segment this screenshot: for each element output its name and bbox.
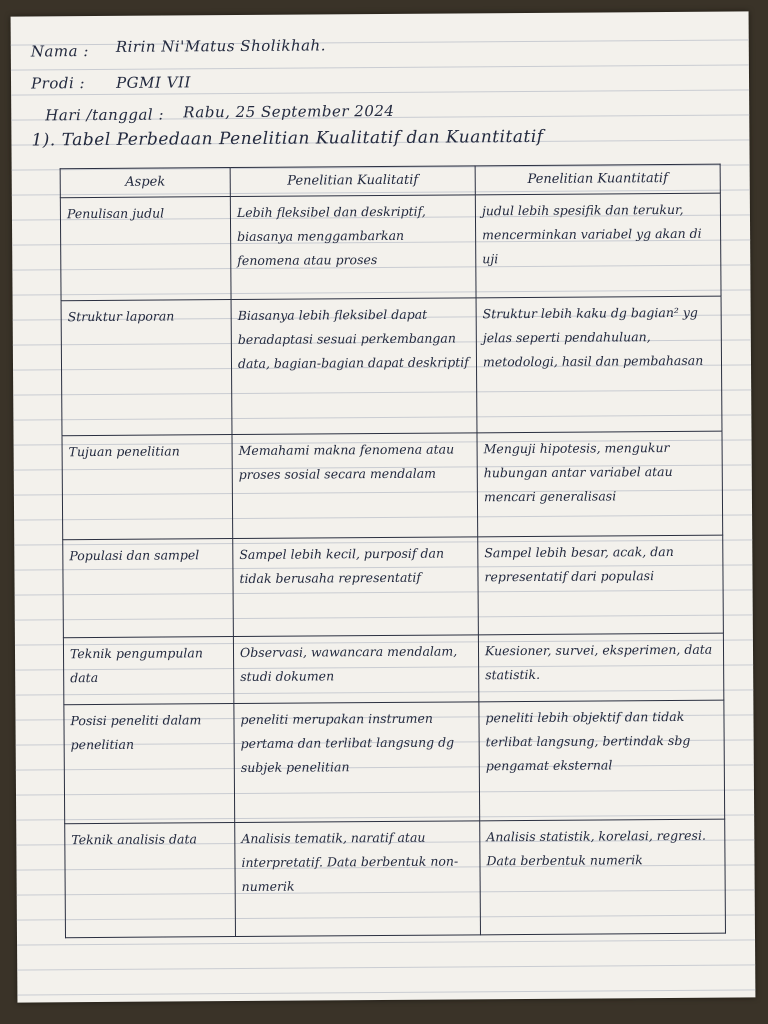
prodi-label: Prodi :	[30, 74, 86, 93]
prodi-value: PGMI VII	[115, 73, 191, 92]
student-header	[11, 11, 749, 125]
cell-kuantitatif: Struktur lebih kaku dg bagian² yg jelas seperti pendahuluan, metodologi, hasil dan pembahasan	[476, 297, 722, 433]
column-header-kualitatif: Penelitian Kualitatif	[230, 166, 475, 197]
comparison-table	[60, 164, 726, 939]
cell-aspek: Teknik pengumpulan data	[63, 636, 233, 704]
cell-kuantitatif: Sampel lebih besar, acak, dan representatif dari populasi	[478, 535, 724, 635]
cell-kuantitatif: Analisis statistik, korelasi, regresi. Data berbentuk numerik	[480, 819, 726, 935]
cell-aspek: Populasi dan sampel	[63, 538, 234, 637]
cell-kualitatif: Lebih fleksibel dan deskriptif, biasanya menggambarkan fenomena atau proses	[230, 195, 476, 300]
table-row	[64, 700, 725, 824]
table-row	[65, 819, 726, 938]
hari-tanggal-label: Hari /tanggal :	[45, 105, 165, 125]
table-row	[62, 431, 723, 539]
cell-kuantitatif: peneliti lebih objektif dan tidak terlibat langsung, bertindak sbg pengamat eksternal	[479, 700, 725, 821]
nama-value: Ririn Ni'Matus Sholikhah.	[115, 36, 327, 56]
table-header-row	[60, 164, 720, 198]
cell-kualitatif: Biasanya lebih fleksibel dapat beradaptasi sesuai perkembangan data, bagian-bagian dapat deskriptif	[231, 298, 477, 434]
page-title: 1). Tabel Perbedaan Penelitian Kualitatif dan Kuantitatif	[31, 126, 544, 151]
column-header-kuantitatif: Penelitian Kuantitatif	[475, 164, 720, 195]
cell-kuantitatif: Menguji hipotesis, mengukur hubungan antar variabel atau mencari generalisasi	[477, 431, 723, 536]
cell-kualitatif: Analisis tematik, naratif atau interpretatif. Data berbentuk non-numerik	[235, 821, 481, 937]
cell-kuantitatif: judul lebih spesifik dan terukur, mencerminkan variabel yg akan di uji	[475, 193, 721, 298]
cell-aspek: Posisi peneliti dalam penelitian	[64, 704, 235, 824]
cell-kuantitatif: Kuesioner, survei, eksperimen, data statistik.	[478, 633, 723, 702]
cell-aspek: Tujuan penelitian	[62, 435, 233, 540]
cell-aspek: Teknik analisis data	[65, 823, 236, 938]
hari-tanggal-value: Rabu, 25 September 2024	[183, 101, 395, 122]
nama-label: Nama :	[30, 42, 89, 61]
table-row	[60, 193, 721, 301]
notebook-page	[11, 11, 756, 1002]
cell-kualitatif: Memahami makna fenomena atau proses sosial secara mendalam	[232, 433, 478, 538]
column-header-aspek: Aspek	[60, 168, 230, 198]
cell-aspek: Struktur laporan	[61, 300, 232, 436]
table-row	[63, 535, 724, 638]
cell-aspek: Penulisan judul	[60, 197, 231, 302]
cell-kualitatif: Sampel lebih kecil, purposif dan tidak berusaha representatif	[233, 536, 479, 636]
table-row	[61, 297, 722, 436]
cell-kualitatif: Observasi, wawancara mendalam, studi dokumen	[233, 635, 478, 704]
cell-kualitatif: peneliti merupakan instrumen pertama dan terlibat langsung dg subjek penelitian	[234, 702, 480, 823]
table-row	[63, 633, 723, 705]
